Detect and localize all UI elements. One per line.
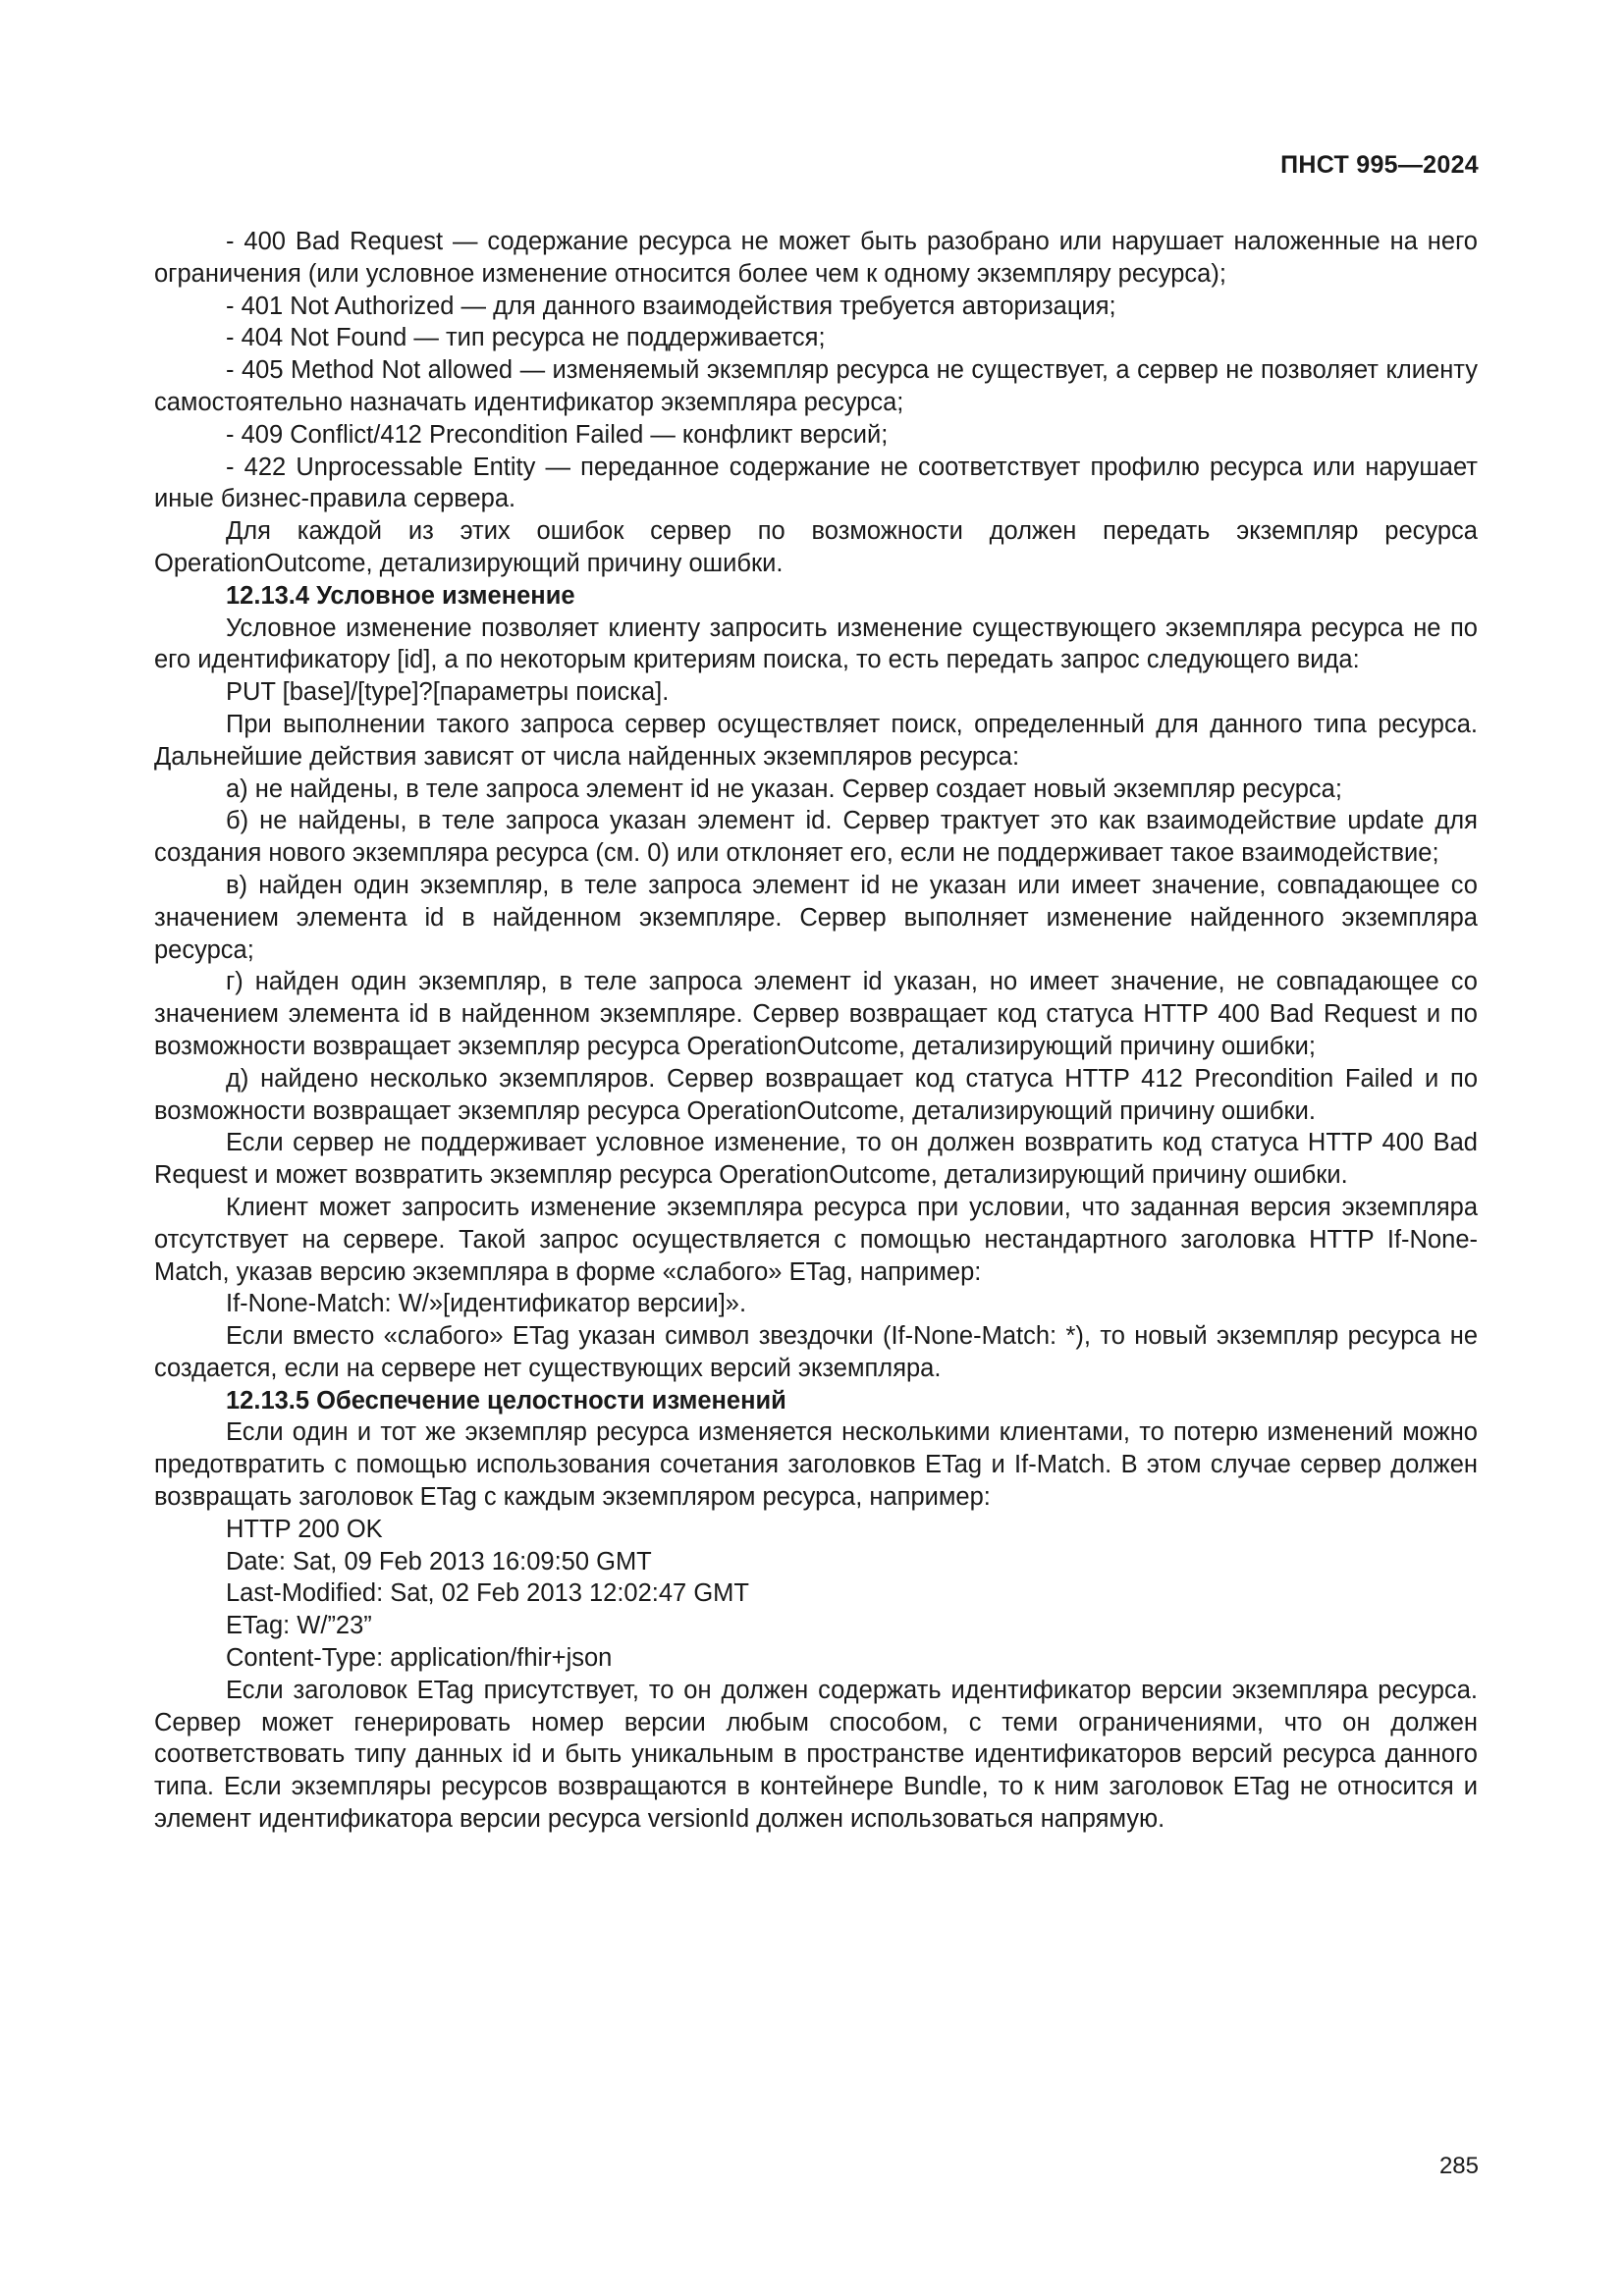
section-heading: 12.13.4 Условное изменение [226,581,575,610]
paragraph: Если вместо «слабого» ETag указан символ звездочки (If-None-Match: *), то новый экземпляр ресурса не создается, если на сервере нет существующих версий экземпляра. [154,1322,1478,1382]
code-line: If-None-Match: W/»[идентификатор версии]». [226,1290,747,1318]
list-item: д) найдено несколько экземпляров. Сервер возвращает код статуса HTTP 412 Precondition Failed и по возможности возвращает экземпляр ресурса OperationOutcome, детализирующий причину ошибки. [154,1064,1478,1125]
document-body [154,226,1478,1836]
paragraph: - 400 Bad Request — содержание ресурса не может быть разобрано или нарушает наложенные на него ограничения (или условное изменение относится более чем к одному экземпляру ресурса); [154,228,1478,288]
code-line: Content-Type: application/fhir+json [226,1644,613,1673]
paragraph: Клиент может запросить изменение экземпляра ресурса при условии, что заданная версия экземпляра отсутствует на сервере. Такой запрос осуществляется с помощью нестандартного заголовка HTTP If-None-Match, указав версию экземпляра в форме «слабого» ETag, например: [154,1193,1478,1286]
code-line: Last-Modified: Sat, 02 Feb 2013 12:02:47 GMT [226,1579,749,1608]
list-item: в) найден один экземпляр, в теле запроса элемент id не указан или имеет значение, совпадающее со значением элемента id в найденном экземпляре. Сервер выполняет изменение найденного экземпляра ресурса; [154,871,1478,964]
paragraph: - 409 Conflict/412 Precondition Failed — конфликт версий; [226,420,889,449]
paragraph: - 401 Not Authorized — для данного взаимодействия требуется авторизация; [226,292,1116,320]
page-number: 285 [1438,2153,1479,2179]
paragraph: Если один и тот же экземпляр ресурса изменяется несколькими клиентами, то потерю изменений можно предотвратить с помощью использования сочетания заголовков ETag и If-Match. В этом случае сервер должен возвращать заголовок ETag с каждым экземпляром ресурса, например: [154,1418,1478,1512]
paragraph: - 404 Not Found — тип ресурса не поддерживается; [226,324,826,352]
code-line: PUT [base]/[type]?[параметры поиска]. [226,678,670,707]
paragraph: - 405 Method Not allowed — изменяемый экземпляр ресурса не существует, а сервер не позволяет клиенту самостоятельно назначать идентификатор экземпляра ресурса; [154,356,1478,416]
code-line: ETag: W/”23” [226,1612,372,1640]
paragraph: Для каждой из этих ошибок сервер по возможности должен передать экземпляр ресурса OperationOutcome, детализирующий причину ошибки. [154,517,1478,577]
section-heading: 12.13.5 Обеспечение целостности изменений [226,1386,786,1415]
list-item: г) найден один экземпляр, в теле запроса элемент id указан, но имеет значение, не совпадающее со значением элемента id в найденном экземпляре. Сервер возвращает код статуса HTTP 400 Bad Request и по возможности возвращает экземпляр ресурса OperationOutcome, детализирующий причину ошибки; [154,968,1478,1060]
paragraph: - 422 Unprocessable Entity — переданное содержание не соответствует профилю ресурса или нарушает иные бизнес-правила сервера. [154,453,1478,513]
paragraph: При выполнении такого запроса сервер осуществляет поиск, определенный для данного типа ресурса. Дальнейшие действия зависят от числа найденных экземпляров ресурса: [154,710,1478,771]
list-item: а) не найдены, в теле запроса элемент id не указан. Сервер создает новый экземпляр ресурса; [226,774,1342,803]
list-item: б) не найдены, в теле запроса указан элемент id. Сервер трактует это как взаимодействие update для создания нового экземпляра ресурса (см. 0) или отклоняет его, если не поддерживает такое взаимодействие; [154,807,1478,868]
document-header-id: ПНСТ 995—2024 [1280,151,1479,179]
paragraph: Если сервер не поддерживает условное изменение, то он должен возвратить код статуса HTTP 400 Bad Request и может возвратить экземпляр ресурса OperationOutcome, детализирующий причину ошибки. [154,1129,1478,1190]
paragraph: Условное изменение позволяет клиенту запросить изменение существующего экземпляра ресурса не по его идентификатору [id], а по некоторым критериям поиска, то есть передать запрос следующего вида: [154,614,1478,674]
paragraph: Если заголовок ETag присутствует, то он должен содержать идентификатор версии экземпляра ресурса. Сервер может генерировать номер версии любым способом, с теми ограничениями, что он должен соответствовать типу данных id и быть уникальным в пространстве идентификаторов версий ресурса данного типа. Если экземпляры ресурсов возвращаются в контейнере Bundle, то к ним заголовок ETag не относится и элемент идентификатора версии ресурса versionId должен использоваться напрямую. [154,1676,1478,1834]
code-line: HTTP 200 OK [226,1515,383,1543]
code-line: Date: Sat, 09 Feb 2013 16:09:50 GMT [226,1547,652,1575]
